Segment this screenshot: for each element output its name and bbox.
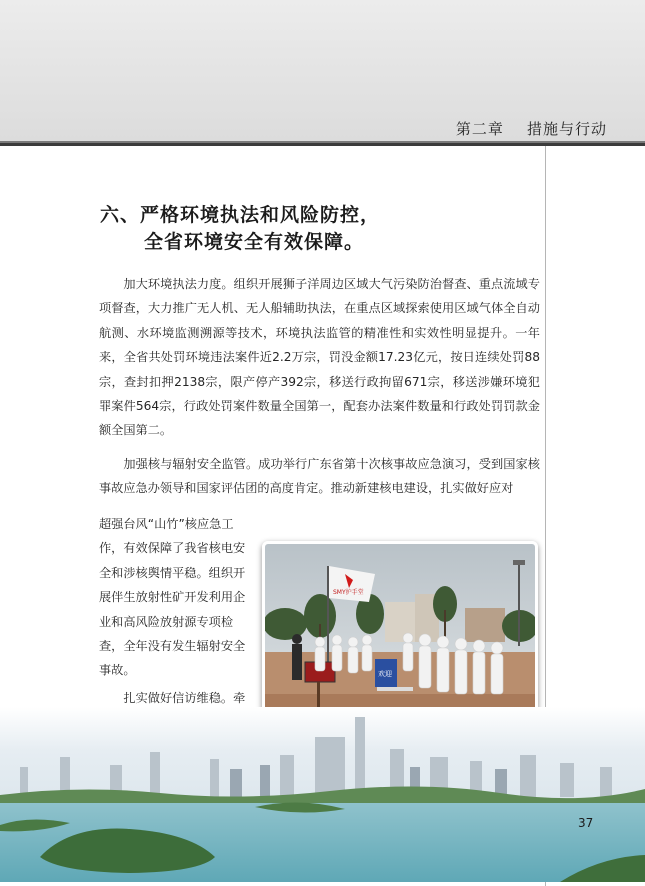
- section-heading: [100, 202, 380, 256]
- paragraph-nuclear: 加强核与辐射安全监管。成功举行广东省第十次核事故应急演习，受到国家核事故应急办领导和国家评估团的高度肯定。推动新建核电建设，扎实做好应对: [99, 457, 540, 496]
- paragraph-nuclear-continued: 超强台风“山竹”核应急工作，有效保障了我省核电安全和涉核舆情平稳。组织开展伴生放射性矿开发利用企业和高风险放射源专项检查，全年没有发生辐射安全事故。: [99, 517, 246, 678]
- section-heading-line2: 全省环境安全有效保障。: [144, 231, 365, 253]
- city-skyline-illustration: [0, 707, 645, 882]
- emergency-drill-photo: [262, 541, 538, 725]
- sign-text: 欢迎: [378, 670, 392, 678]
- paragraph-enforcement: 加大环境执法力度。组织开展狮子洋周边区域大气污染防治督查、重点流域专项督查，大力推广无人机、无人船辅助执法，在重点区域探索使用区域气体全自动航测、水环境监测溯源等技术，环境执法监管的精准性和实效性明显提升。一年来，全省共处罚环境违法案件近2.2万宗，罚没金额17.23亿元，按日连续处罚88宗，查封扣押2138宗，限产停产392宗，移送行政拘留671宗，移送涉嫌环境犯罪案件564宗，行政处罚案件数量全国第一，配套办法案件数量和行政处罚罚款金额全国第二。: [99, 277, 540, 438]
- paragraph-petition: 扎实做好信访维稳。牵: [123, 691, 246, 705]
- page-number: 37: [578, 816, 594, 830]
- section-heading-line1: 六、严格环境执法和风险防控，: [100, 204, 381, 226]
- header-dark-rule: [0, 143, 645, 146]
- chapter-title: 第二章 措施与行动: [455, 120, 607, 138]
- flag-text: SMY护手堂: [333, 589, 364, 596]
- drill-photo-illustration: [265, 544, 535, 722]
